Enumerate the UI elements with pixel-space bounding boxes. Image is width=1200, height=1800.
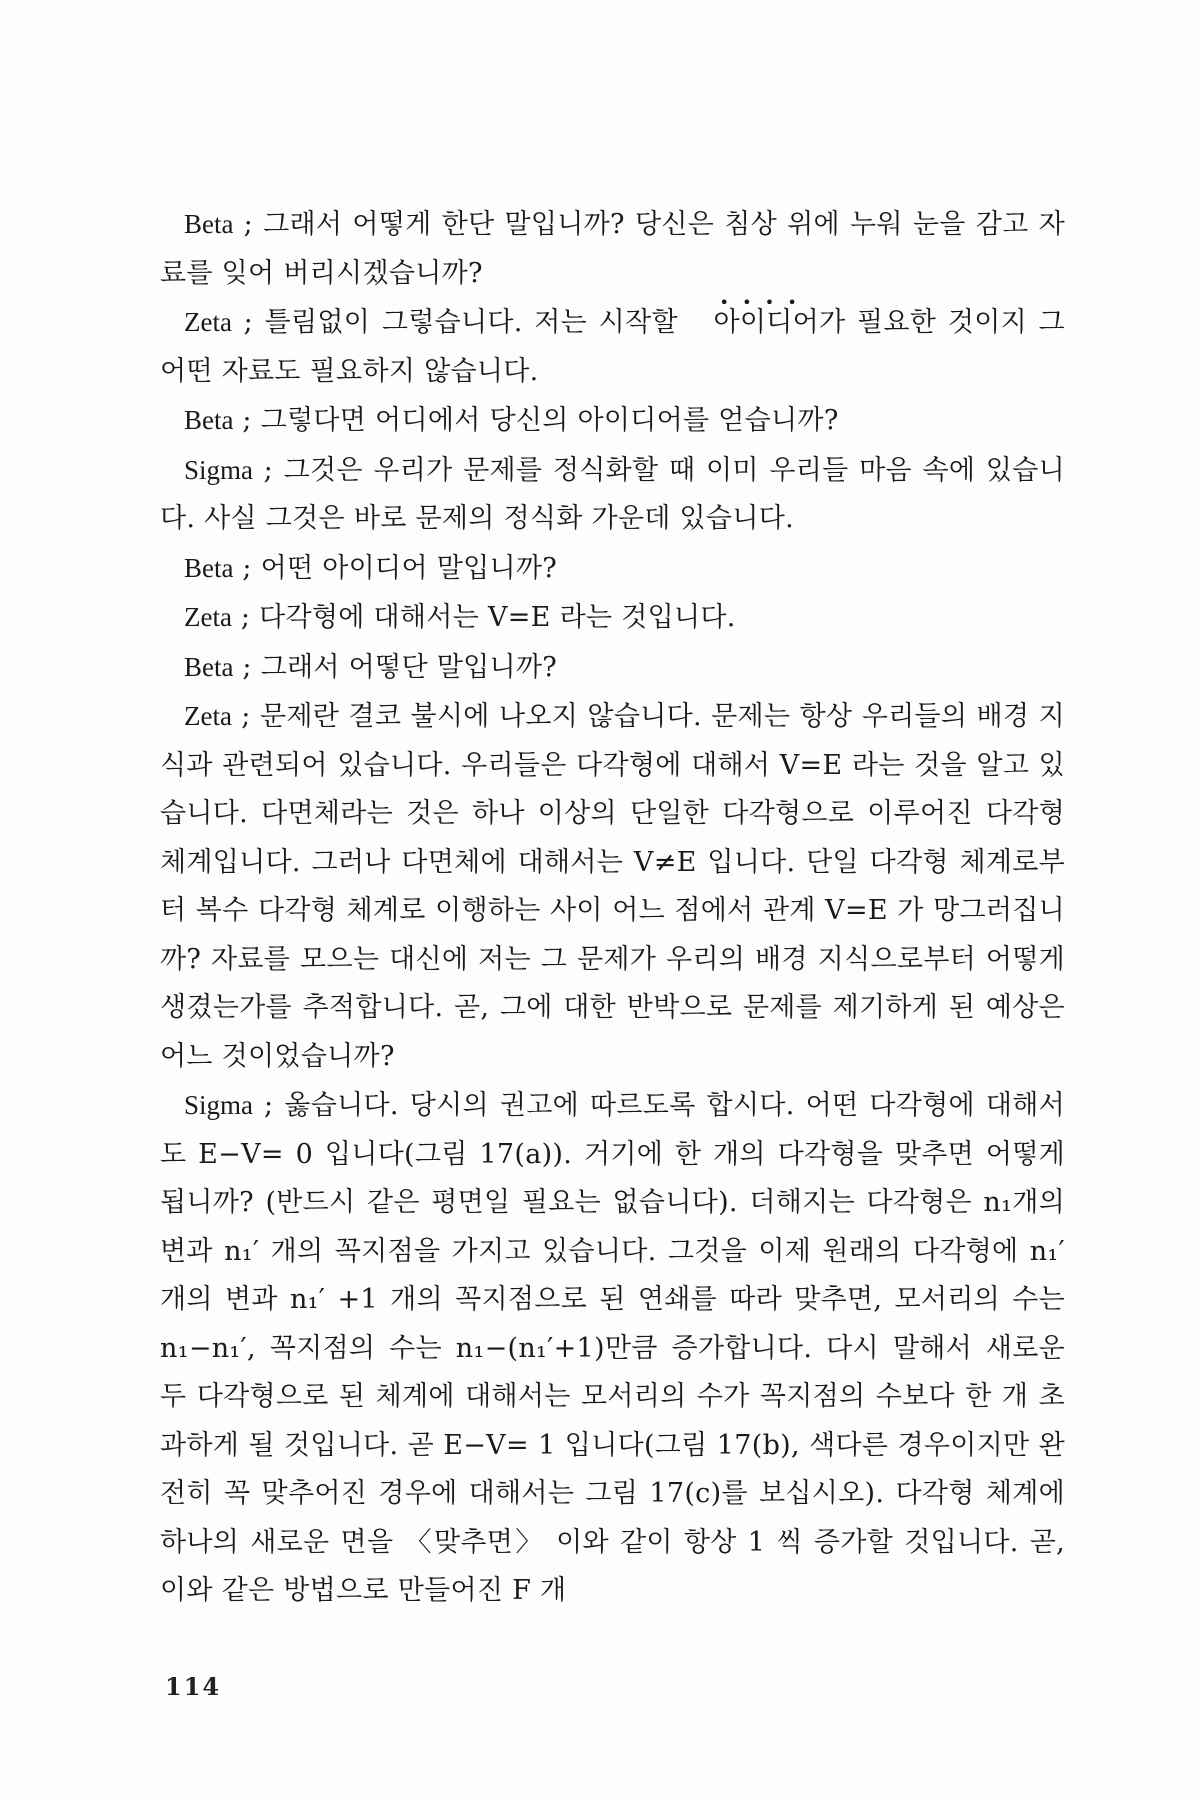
- speaker-name: Zeta: [184, 701, 232, 731]
- speaker-name: Beta: [184, 405, 234, 435]
- emphasized-word: • • 아이디어: [689, 299, 819, 348]
- dialogue-paragraph: [160, 200, 1065, 298]
- paragraph-text: ; 그래서 어떻단 말입니까?: [233, 651, 558, 683]
- paragraph-text: ; 그렇다면 어디에서 당신의 아이디어를 얻습니까?: [233, 405, 839, 436]
- paragraph-text: ; 다각형에 대해서는 V=E 라는 것입니다.: [231, 602, 736, 633]
- speaker-name: Beta: [184, 552, 234, 583]
- paragraph-text: ; 어떤 아이디어 말입니까?: [233, 552, 558, 584]
- dialogue-paragraph: [160, 643, 1065, 693]
- speaker-name: Beta: [184, 651, 234, 682]
- paragraph-text: 가 필요한 것이지 그 어떤 자료도 필요하지 않습니다.: [160, 307, 1066, 387]
- paragraph-text: ; 그래서 어떻게 한단 말입니까? 당신은 침상 위에 누워 눈을 감고 자료를 잊어 버리시겠습니까?: [160, 209, 1065, 289]
- paragraph-text: ; 문제란 결코 불시에 나오지 않습니다. 문제는 항상 우리들의 배경 지식과 관련되어 있습니다. 우리들은 다각형에 대해서 V=E 라는 것을 알고 있습니다. 다면체라는 것은 하나 이상의 단일한 다각형으로 이루어진 다각형 체계입니다. 그러나 다면체에 대해서는 V≠E 입니다. 단일 다각형 체계로부터 복수 다각형 체계로 이행하는 사이 어느 점에서 관계 V=E 가 망그러집니까? 자료를 모으는 대신에 저는 그 문제가 우리의 배경 지식으로부터 어떻게 생겼는가를 추적합니다. 곧, 그에 대한 반박으로 문제를 제기하게 된 예상은 어느 것이었습니까?: [160, 701, 1065, 1072]
- dialogue-paragraph: [160, 396, 1065, 446]
- page-number: 114: [165, 1672, 222, 1701]
- speaker-name: Beta: [184, 209, 234, 239]
- speaker-name: Zeta: [184, 602, 232, 632]
- dialogue-paragraph: [160, 446, 1065, 544]
- dialogue-paragraph: [160, 1081, 1065, 1616]
- dialogue-paragraph: [160, 544, 1065, 594]
- paragraph-text: ; 옳습니다. 당시의 권고에 따르도록 합시다. 어떤 다각형에 대해서도 E−V= 0 입니다(그림 17(a)). 거기에 한 개의 다각형을 맞추면 어떻게 됩니까? (반드시 같은 평면일 필요는 없습니다). 더해지는 다각형은 n₁개의 변과 n₁′ 개의 꼭지점을 가지고 있습니다. 그것을 이제 원래의 다각형에 n₁′개의 변과 n₁′ +1 개의 꼭지점으로 된 연쇄를 따라 맞추면, 모서리의 수는 n₁−n₁′, 꼭지점의 수는 n₁−(n₁′+1)만큼 증가합니다. 다시 말해서 새로운 두 다각형으로 된 체계에 대해서는 모서리의 수가 꼭지점의 수보다 한 개 초과하게 될 것입니다. 곧 E−V= 1 입니다(그림 17(b), 색다른 경우이지만 완전히 꼭 맞추어진 경우에 대해서는 그림 17(c)를 보십시오). 다각형 체계에 하나의 새로운 면을 〈맞추면〉 이와 같이 항상 1 씩 증가할 것입니다. 곧, 이와 같은 방법으로 만들어진 F 개: [160, 1090, 1065, 1606]
- dialogue-paragraph: [160, 593, 1065, 643]
- dialogue-paragraph: [160, 692, 1065, 1081]
- speaker-name: Sigma: [184, 454, 254, 485]
- paragraph-text: ; 그것은 우리가 문제를 정식화할 때 이미 우리들 마음 속에 있습니다. 사실 그것은 바로 문제의 정식화 가운데 있습니다.: [160, 454, 1065, 534]
- speaker-name: Zeta: [184, 307, 232, 337]
- dialogue-paragraph: [160, 298, 1065, 396]
- body-text: [160, 200, 1065, 1616]
- paragraph-text: ; 틀림없이 그렇습니다. 저는 시작할: [231, 307, 690, 338]
- speaker-name: Sigma: [184, 1090, 254, 1120]
